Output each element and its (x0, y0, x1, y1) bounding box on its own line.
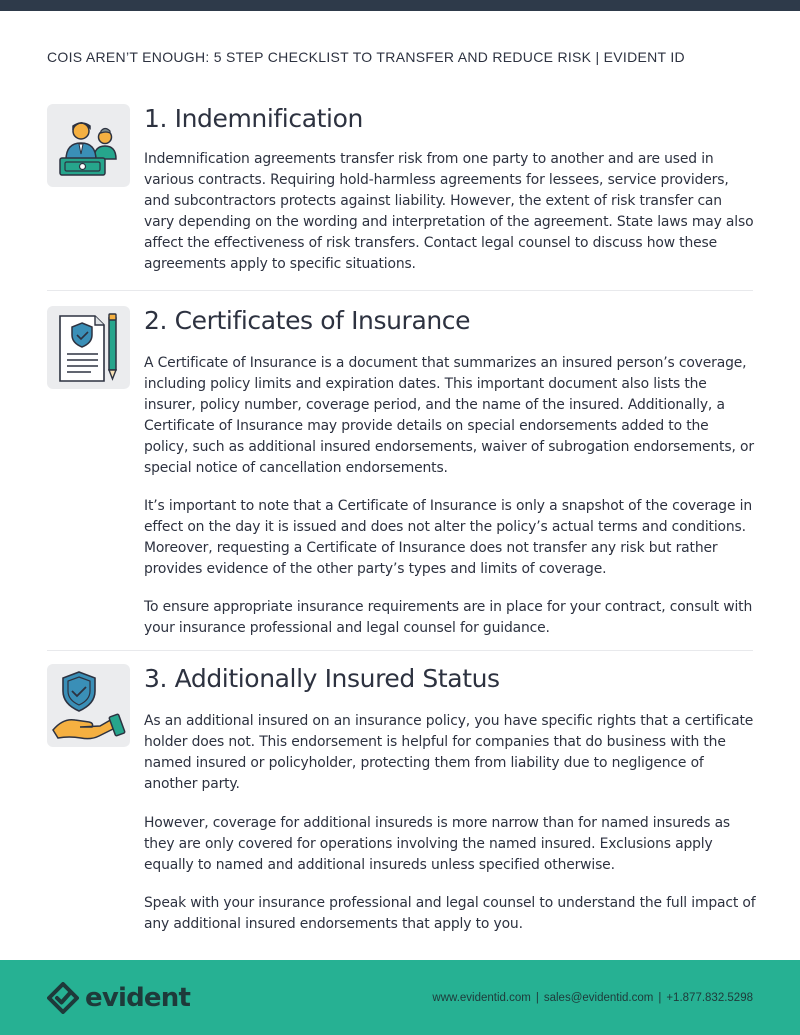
section-paragraph: Speak with your insurance professional and legal counsel to understand the full impact of any additional insured endorsements that apply to you. (144, 895, 756, 932)
section-paragraph: A Certificate of Insurance is a document that summarizes an insured person’s coverage, including policy limits and expiration dates. This important document also lists the insurer, policy number, coverage period, and the name of the insured. Additionally, a Certificate of Insurance may provide details on special endorsements added to the policy, such as additional insured endorsements, waiver of subrogation endorsements, or special notice of cancellation endorsements. (144, 355, 754, 476)
evident-logo-mark-icon (47, 982, 79, 1014)
section-paragraph: To ensure appropriate insurance requirements are in place for your contract, consult with your insurance professional and legal counsel for guidance. (144, 599, 753, 636)
separator: | (658, 992, 662, 1004)
section-paragraph: However, coverage for additional insureds is more narrow than for named insureds as they are only covered for operations involving the named insured. Exclusions apply equally to named and additional insureds unless specified otherwise. (144, 815, 731, 873)
phone-link[interactable]: +1.877.832.5298 (666, 992, 753, 1004)
section-additionally-insured-status (47, 664, 757, 939)
top-bar (0, 0, 800, 11)
website-link[interactable]: www.evidentid.com (432, 992, 531, 1004)
section-title: 3. Additionally Insured Status (144, 664, 500, 693)
logo-text: evident (85, 983, 191, 1013)
section-title: 2. Certificates of Insurance (144, 306, 471, 335)
section-divider (47, 650, 753, 651)
section-title: 1. Indemnification (144, 104, 363, 133)
section-divider (47, 290, 753, 291)
certificate-document-icon (47, 306, 130, 389)
footer-contact (432, 992, 753, 1004)
section-paragraph: It’s important to note that a Certificate of Insurance is only a snapshot of the coverage in effect on the day it is issued and does not alter the policy’s actual terms and conditions. Moreover, requesting a Certificate of Insurance does not transfer any risk but rather provides evidence of the other party’s types and limits of coverage. (144, 498, 753, 577)
shield-hand-icon (47, 664, 130, 747)
section-certificates-of-insurance (47, 306, 757, 641)
evident-logo[interactable] (47, 982, 190, 1014)
separator: | (535, 992, 539, 1004)
business-people-icon (47, 104, 130, 187)
section-indemnification (47, 104, 757, 284)
section-paragraph: As an additional insured on an insurance policy, you have specific rights that a certificate holder does not. This endorsement is helpful for companies that do business with the named insured or policyholder, protecting them from liability due to negligence of another party. (144, 713, 754, 792)
document-header: COIS AREN’T ENOUGH: 5 STEP CHECKLIST TO TRANSFER AND REDUCE RISK | EVIDENT ID (47, 49, 685, 65)
section-paragraph: Indemnification agreements transfer risk from one party to another and are used in various contracts. Requiring hold-harmless agreements for lessees, service providers, and subcontractors protects against liability. However, the extent of risk transfer can vary depending on the wording and interpretation of the agreement. State laws may also affect the effectiveness of risk transfers. Contact legal counsel to discuss how these agreements apply to specific situations. (144, 151, 754, 272)
email-link[interactable]: sales@evidentid.com (543, 992, 654, 1004)
footer (0, 960, 800, 1035)
